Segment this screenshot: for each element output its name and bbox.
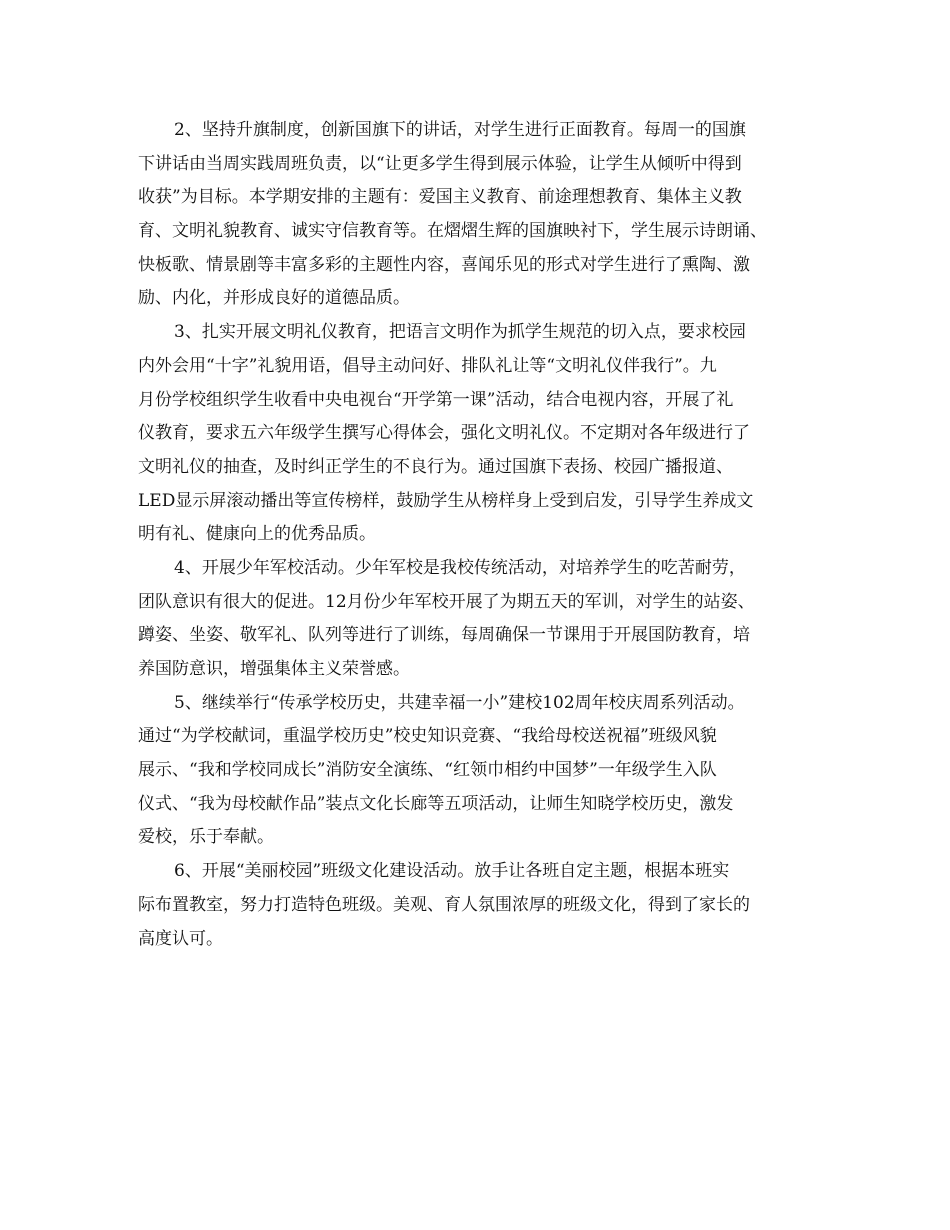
document-body (138, 114, 818, 956)
paragraph-5-school-anniversary (138, 687, 818, 855)
text-line: 团队意识有很大的促进。12月份少年军校开展了为期五天的军训，对学生的站姿、 (138, 591, 755, 612)
text-line: 仪教育，要求五六年级学生撰写心得体会，强化文明礼仪。不定期对各年级进行了 (138, 423, 750, 444)
paragraph-4-junior-military-school (138, 552, 818, 687)
text-line: 通过“为学校献词，重温学校历史”校史知识竞赛、“我给母校送祝福”班级风貌 (138, 726, 717, 747)
text-line: 养国防意识，增强集体主义荣誉感。 (138, 659, 410, 679)
text-line: 爱校，乐于奉献。 (138, 827, 274, 848)
text-line: 3、扎实开展文明礼仪教育，把语言文明作为抓学生规范的切入点，要求校园 (174, 322, 746, 343)
text-line: 明有礼、健康向上的优秀品质。 (138, 524, 376, 545)
text-line: 4、开展少年军校活动。少年军校是我校传统活动，对培养学生的吃苦耐劳， (174, 557, 746, 578)
text-line: 5、继续举行“传承学校历史，共建幸福一小”建校102周年校庆周系列活动。 (174, 692, 745, 713)
text-line: 快板歌、情景剧等丰富多彩的主题性内容，喜闻乐见的形式对学生进行了熏陶、激 (138, 254, 750, 275)
text-line: 2、坚持升旗制度，创新国旗下的讲话，对学生进行正面教育。每周一的国旗 (174, 120, 746, 140)
text-line: 仪式、“我为母校献作品”装点文化长廊等五项活动，让师生知晓学校历史，激发 (138, 793, 734, 814)
text-line: 收获”为目标。本学期安排的主题有：爱国主义教育、前途理想教育、集体主义教 (138, 187, 742, 208)
text-line: 下讲话由当周实践周班负责，以“让更多学生得到展示体验，让学生从倾听中得到 (138, 153, 742, 174)
text-line: 励、内化，并形成良好的道德品质。 (138, 288, 410, 309)
paragraph-3-etiquette-education (138, 316, 818, 552)
text-line: 际布置教室，努力打造特色班级。美观、育人氛围浓厚的班级文化，得到了家长的 (138, 894, 750, 915)
text-line: 高度认可。 (138, 928, 223, 949)
text-line: LED显示屏滚动播出等宣传榜样，鼓励学生从榜样身上受到启发，引导学生养成文 (138, 490, 754, 511)
text-line: 文明礼仪的抽查，及时纠正学生的不良行为。通过国旗下表扬、校园广播报道、 (138, 456, 733, 477)
paragraph-2-flag-raising (138, 114, 818, 316)
text-line: 月份学校组织学生收看中央电视台“开学第一课”活动，结合电视内容，开展了礼 (138, 389, 734, 410)
text-line: 内外会用“十字”礼貌用语，倡导主动问好、排队礼让等“文明礼仪伴我行”。九 (138, 355, 717, 376)
text-line: 蹲姿、坐姿、敬军礼、队列等进行了训练，每周确保一节课用于开展国防教育，培 (138, 625, 750, 646)
paragraph-6-class-culture (138, 855, 818, 956)
text-line: 育、文明礼貌教育、诚实守信教育等。在熠熠生辉的国旗映衬下，学生展示诗朗诵、 (138, 221, 767, 242)
text-line: 6、开展“美丽校园”班级文化建设活动。放手让各班自定主题，根据本班实 (174, 861, 730, 882)
text-line: 展示、“我和学校同成长”消防安全演练、“红领巾相约中国梦”一年级学生入队 (138, 760, 717, 781)
